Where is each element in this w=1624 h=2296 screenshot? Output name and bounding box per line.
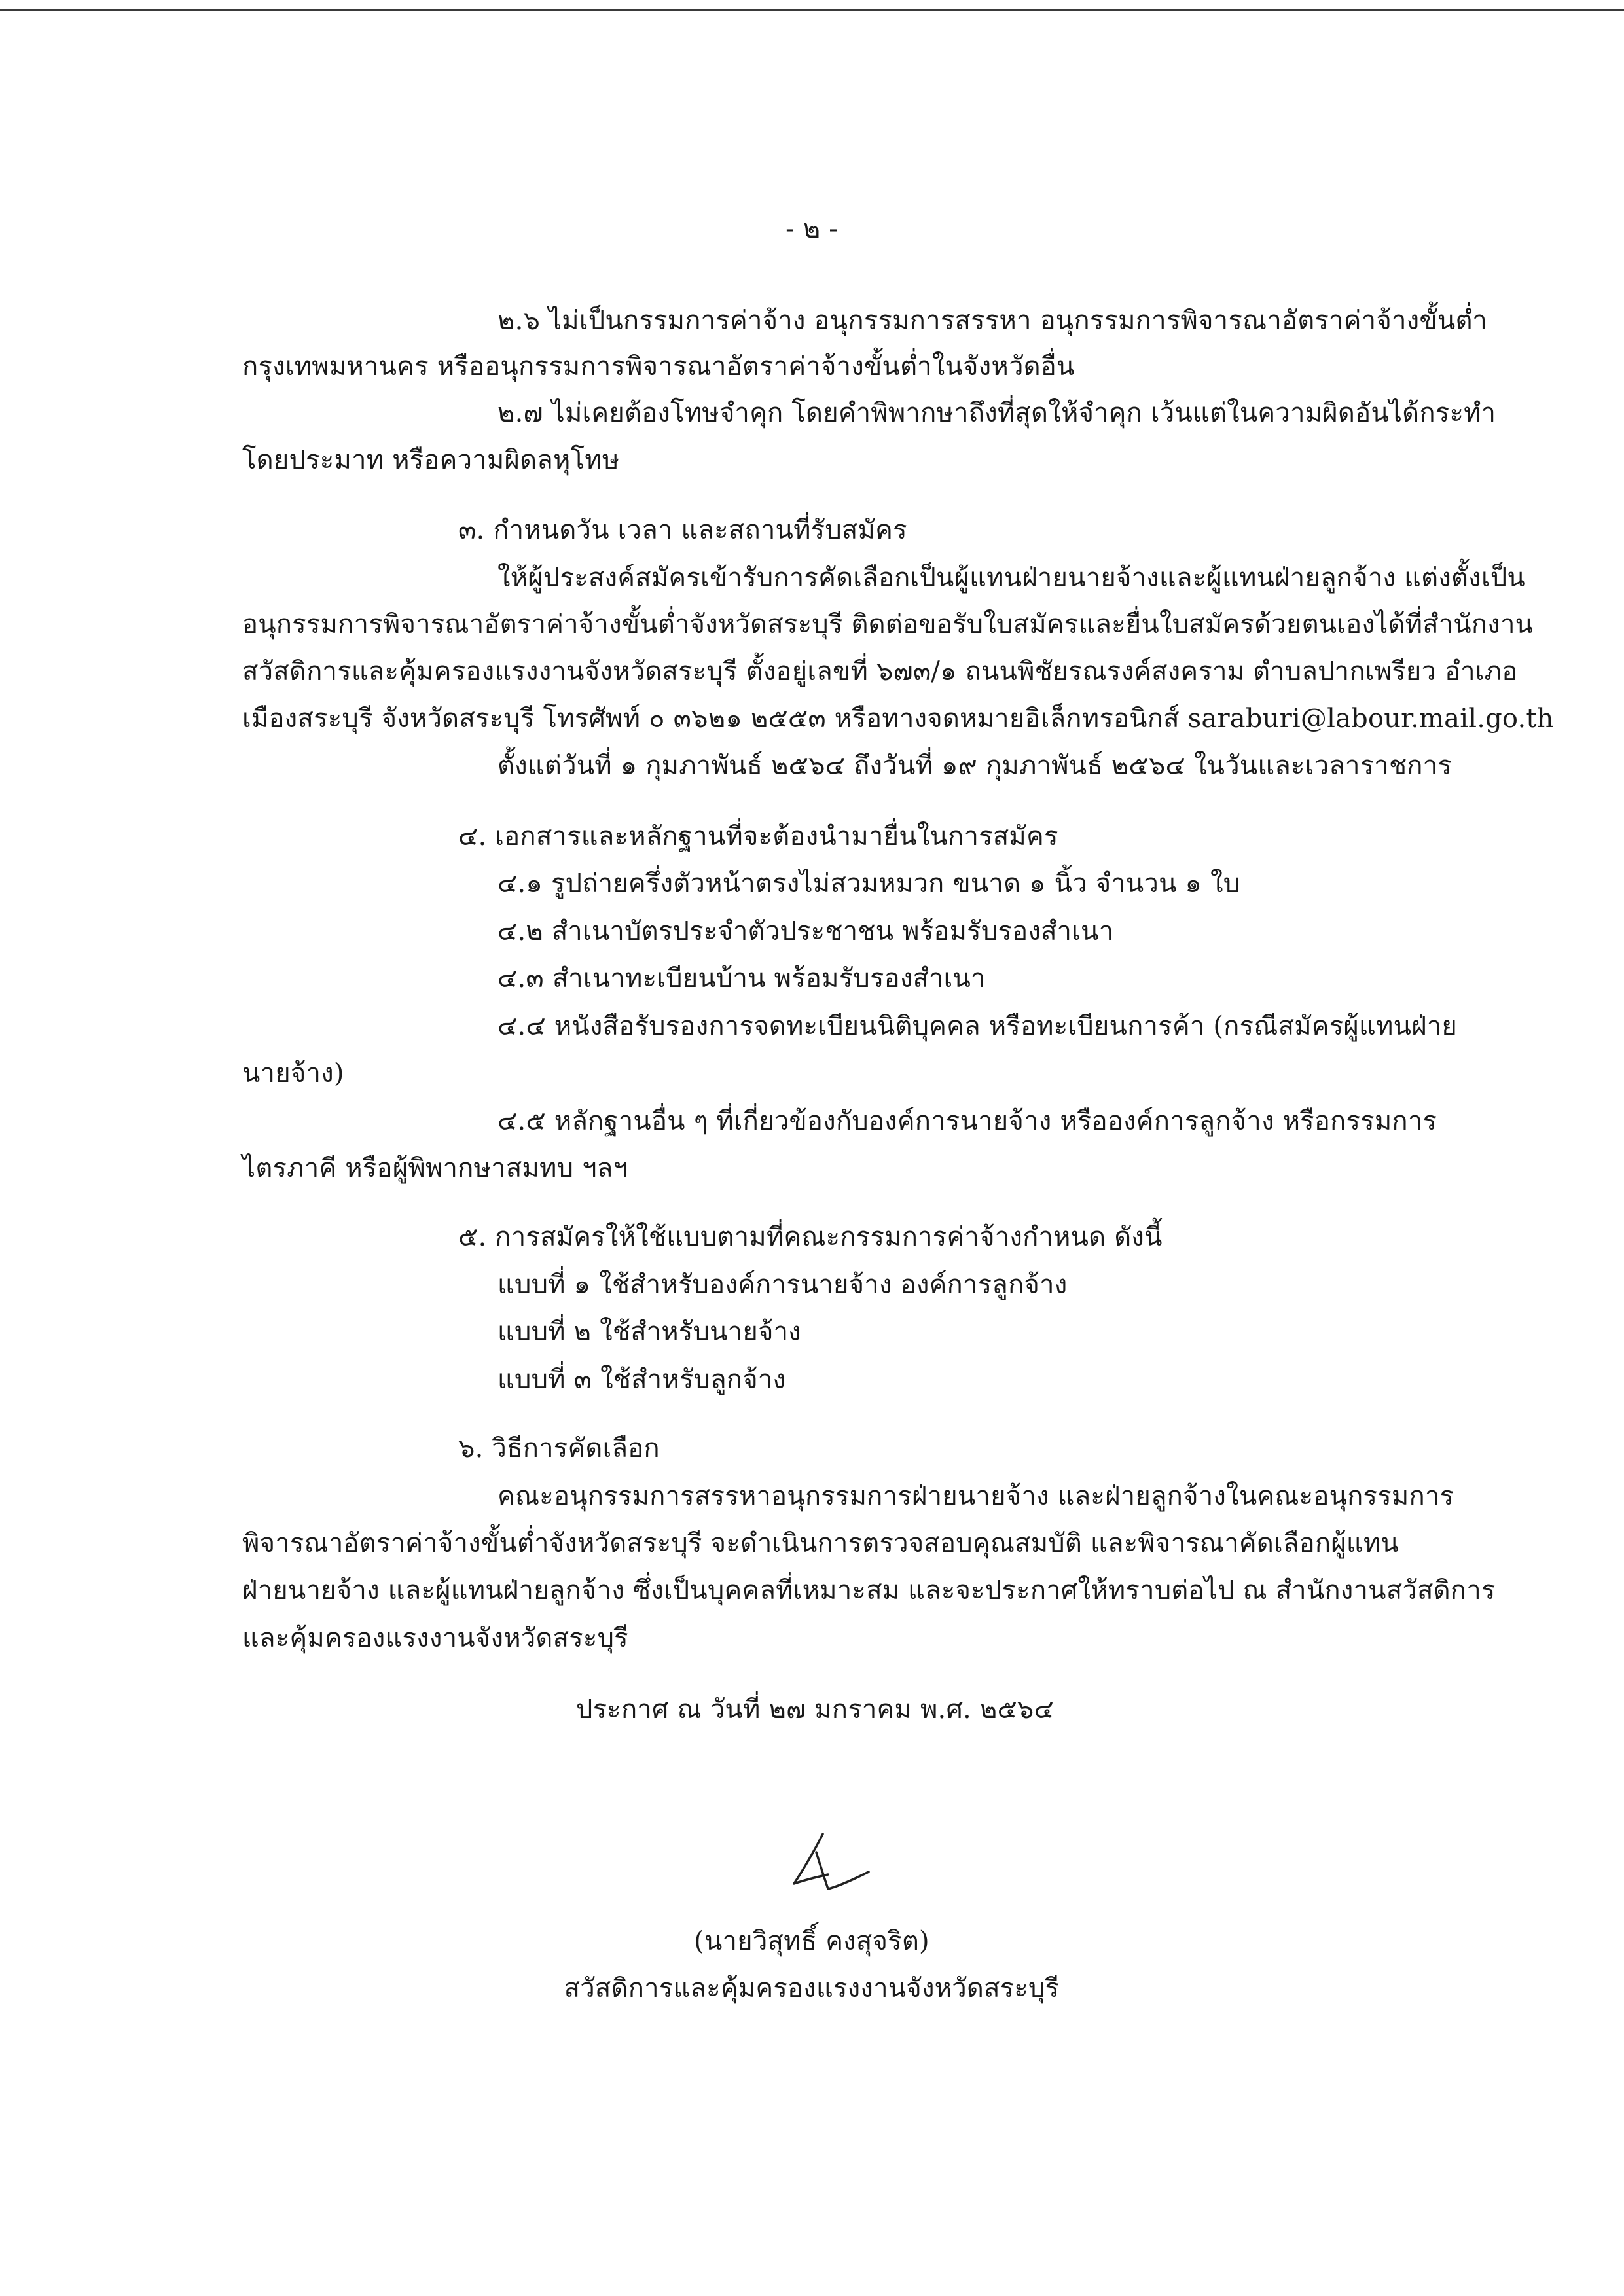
top-border-rule <box>0 9 1624 11</box>
item-2-7-line-1: ๒.๗ ไม่เคยต้องโทษจำคุก โดยคำพิพากษาถึงที่สุดให้จำคุก เว้นแต่ในความผิดอันได้กระทำ <box>497 398 1496 428</box>
item-4-1: ๔.๑ รูปถ่ายครึ่งตัวหน้าตรงไม่สวมหมวก ขนาด ๑ นิ้ว จำนวน ๑ ใบ <box>497 869 1240 899</box>
item-4-5-line-2: ไตรภาคี หรือผู้พิพากษาสมทบ ฯลฯ <box>242 1153 628 1183</box>
section-3-para-line-1: ให้ผู้ประสงค์สมัครเข้ารับการคัดเลือกเป็นผู้แทนฝ่ายนายจ้างและผู้แทนฝ่ายลูกจ้าง แต่งตั้งเป็น <box>497 563 1525 593</box>
section-6-para-line-1: คณะอนุกรรมการสรรหาอนุกรรมการฝ่ายนายจ้าง และฝ่ายลูกจ้างในคณะอนุกรรมการ <box>497 1481 1454 1511</box>
section-6-heading: ๖. วิธีการคัดเลือก <box>458 1433 660 1463</box>
announcement-date: ประกาศ ณ วันที่ ๒๗ มกราคม พ.ศ. ๒๕๖๔ <box>576 1695 1054 1725</box>
section-6-para-line-3: ฝ่ายนายจ้าง และผู้แทนฝ่ายลูกจ้าง ซึ่งเป็นบุคคลที่เหมาะสม และจะประกาศให้ทราบต่อไป ณ สำนักงานสวัสดิการ <box>242 1575 1496 1605</box>
section-5-heading: ๕. การสมัครให้ใช้แบบตามที่คณะกรรมการค่าจ้างกำหนด ดังนี้ <box>458 1222 1163 1252</box>
signatory-name: (นายวิสุทธิ์ คงสุจริต) <box>694 1926 929 1956</box>
item-4-4-line-1: ๔.๔ หนังสือรับรองการจดทะเบียนนิติบุคคล หรือทะเบียนการค้า (กรณีสมัครผู้แทนฝ่าย <box>497 1011 1458 1041</box>
section-4-heading: ๔. เอกสารและหลักฐานที่จะต้องนำมายื่นในการสมัคร <box>458 821 1058 852</box>
signatory-position: สวัสดิการและคุ้มครองแรงงานจังหวัดสระบุรี <box>564 1973 1060 2003</box>
item-4-3: ๔.๓ สำเนาทะเบียนบ้าน พร้อมรับรองสำเนา <box>497 963 986 994</box>
section-3-heading: ๓. กำหนดวัน เวลา และสถานที่รับสมัคร <box>458 515 907 545</box>
item-2-7-line-2: โดยประมาท หรือความผิดลหุโทษ <box>242 445 620 475</box>
section-3-para-line-3: สวัสดิการและคุ้มครองแรงงานจังหวัดสระบุรี ตั้งอยู่เลขที่ ๖๗๓/๑ ถนนพิชัยรณรงค์สงคราม ตำบลปากเพรียว อำเภอ <box>242 656 1518 687</box>
section-3-period: ตั้งแต่วันที่ ๑ กุมภาพันธ์ ๒๕๖๔ ถึงวันที่ ๑๙ กุมภาพันธ์ ๒๕๖๔ ในวันและเวลาราชการ <box>497 751 1453 781</box>
item-4-5-line-1: ๔.๕ หลักฐานอื่น ๆ ที่เกี่ยวข้องกับองค์การนายจ้าง หรือองค์การลูกจ้าง หรือกรรมการ <box>497 1106 1437 1136</box>
handwritten-signature <box>782 1826 874 1898</box>
section-6-para-line-2: พิจารณาอัตราค่าจ้างขั้นต่ำจังหวัดสระบุรี จะดำเนินการตรวจสอบคุณสมบัติ และพิจารณาคัดเลือกผู้แทน <box>242 1528 1399 1558</box>
item-4-4-line-2: นายจ้าง) <box>242 1058 344 1088</box>
item-2-6-line-2: กรุงเทพมหานคร หรืออนุกรรมการพิจารณาอัตราค่าจ้างขั้นต่ำในจังหวัดอื่น <box>242 351 1075 382</box>
section-6-para-line-4: และคุ้มครองแรงงานจังหวัดสระบุรี <box>242 1623 628 1653</box>
section-3-para-line-4: เมืองสระบุรี จังหวัดสระบุรี โทรศัพท์ ๐ ๓๖๒๑ ๒๕๕๓ หรือทางจดหมายอิเล็กทรอนิกส์ saraburi@labour.mail.go.th <box>242 704 1554 734</box>
form-type-2: แบบที่ ๒ ใช้สำหรับนายจ้าง <box>497 1317 801 1347</box>
form-type-3: แบบที่ ๓ ใช้สำหรับลูกจ้าง <box>497 1365 786 1395</box>
page-number: - ๒ - <box>785 214 838 244</box>
item-2-6-line-1: ๒.๖ ไม่เป็นกรรมการค่าจ้าง อนุกรรมการสรรหา อนุกรรมการพิจารณาอัตราค่าจ้างขั้นต่ำ <box>497 306 1488 336</box>
item-4-2: ๔.๒ สำเนาบัตรประจำตัวประชาชน พร้อมรับรองสำเนา <box>497 916 1114 946</box>
form-type-1: แบบที่ ๑ ใช้สำหรับองค์การนายจ้าง องค์การลูกจ้าง <box>497 1270 1068 1300</box>
section-3-para-line-2: อนุกรรมการพิจารณาอัตราค่าจ้างขั้นต่ำจังหวัดสระบุรี ติดต่อขอรับใบสมัครและยื่นใบสมัครด้วยตนเองได้ที่สำนักงาน <box>242 609 1534 639</box>
